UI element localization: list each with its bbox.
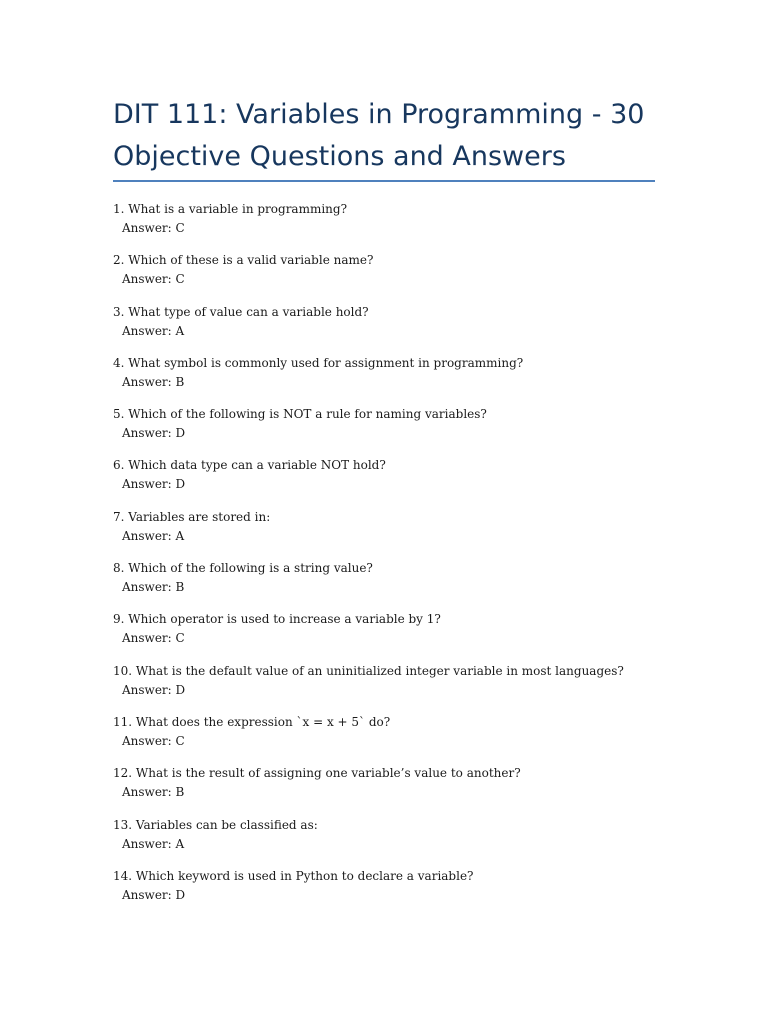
title-divider	[113, 180, 655, 182]
question-item	[113, 867, 673, 918]
question-text: 9. Which operator is used to increase a variable by 1?	[113, 612, 441, 627]
question-item	[113, 200, 673, 251]
answer-text: Answer: A	[122, 528, 185, 543]
question-list	[113, 200, 673, 918]
answer-text: Answer: A	[122, 323, 185, 338]
question-item	[113, 662, 673, 713]
question-item	[113, 303, 673, 354]
question-item	[113, 764, 673, 815]
question-text: 8. Which of the following is a string value?	[113, 561, 373, 576]
question-text: 10. What is the default value of an uninitialized integer variable in most languages?	[113, 663, 624, 678]
answer-text: Answer: A	[122, 836, 185, 851]
question-item	[113, 354, 673, 405]
answer-text: Answer: D	[122, 682, 186, 697]
answer-text: Answer: C	[122, 272, 185, 287]
question-text: 11. What does the expression `x = x + 5` do?	[113, 714, 391, 729]
question-text: 5. Which of the following is NOT a rule for naming variables?	[113, 407, 487, 422]
question-item	[113, 405, 673, 456]
question-item	[113, 559, 673, 610]
question-text: 3. What type of value can a variable hold?	[113, 304, 369, 319]
question-text: 12. What is the result of assigning one variable’s value to another?	[113, 766, 521, 781]
question-text: 14. Which keyword is used in Python to declare a variable?	[113, 868, 474, 883]
answer-text: Answer: C	[122, 631, 185, 646]
question-text: 1. What is a variable in programming?	[113, 202, 348, 216]
answer-text: Answer: C	[122, 221, 185, 235]
question-item	[113, 610, 673, 661]
question-text: 7. Variables are stored in:	[113, 509, 271, 524]
question-item	[113, 456, 673, 507]
question-text: 13. Variables can be classified as:	[113, 817, 318, 832]
question-item	[113, 251, 673, 302]
question-text: 2. Which of these is a valid variable name?	[113, 253, 374, 268]
question-text: 6. Which data type can a variable NOT hold?	[113, 458, 386, 473]
answer-text: Answer: D	[122, 426, 186, 441]
document-title: DIT 111: Variables in Programming - 30 Objective Questions and Answers	[113, 99, 645, 172]
answer-text: Answer: D	[122, 887, 186, 902]
question-text: 4. What symbol is commonly used for assignment in programming?	[113, 355, 524, 370]
question-item	[113, 816, 673, 867]
answer-text: Answer: C	[122, 733, 185, 748]
question-item	[113, 508, 673, 559]
answer-text: Answer: B	[122, 374, 185, 389]
answer-text: Answer: B	[122, 785, 185, 800]
answer-text: Answer: D	[122, 477, 186, 492]
answer-text: Answer: B	[122, 580, 185, 595]
question-item	[113, 713, 673, 764]
